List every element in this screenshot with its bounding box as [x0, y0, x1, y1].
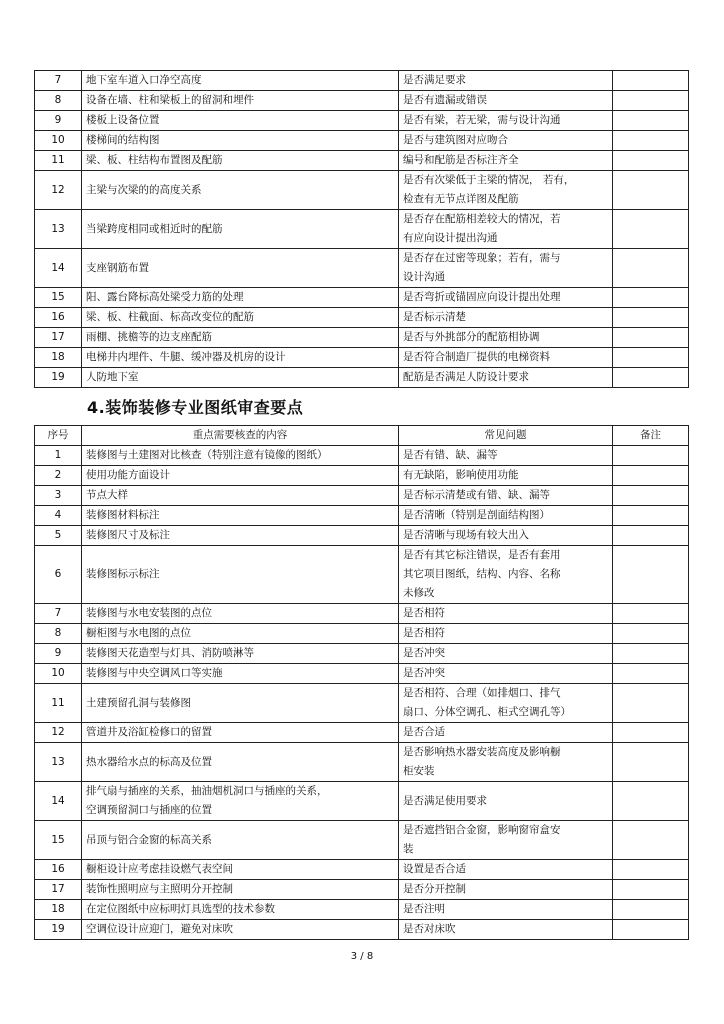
row-issue: 是否影响热水器安装高度及影响橱 柜安装 [399, 743, 613, 782]
table-row [35, 624, 689, 644]
row-issue: 是否满足使用要求 [399, 782, 613, 821]
row-issue: 是否相符、合理（如排烟口、排气 扇口、分体空调孔、柜式空调孔等） [399, 684, 613, 723]
table-row [35, 486, 689, 506]
row-note [613, 604, 689, 624]
row-note [613, 526, 689, 546]
row-note [613, 171, 689, 210]
row-number: 15 [35, 288, 82, 308]
row-number: 19 [35, 368, 82, 388]
row-issue: 是否遮挡铝合金窗，影响窗帘盒安 装 [399, 821, 613, 860]
row-note [613, 249, 689, 288]
row-issue: 是否清晰（特别是剖面结构图） [399, 506, 613, 526]
row-content: 人防地下室 [82, 368, 399, 388]
row-note [613, 348, 689, 368]
row-content: 装修图与水电安装图的点位 [82, 604, 399, 624]
structure-review-table [34, 70, 689, 388]
row-content: 装饰性照明应与主照明分开控制 [82, 880, 399, 900]
table-row [35, 171, 689, 210]
row-number: 19 [35, 920, 82, 940]
row-note [613, 821, 689, 860]
table-row [35, 466, 689, 486]
row-number: 16 [35, 860, 82, 880]
row-number: 7 [35, 604, 82, 624]
row-note [613, 328, 689, 348]
table-row [35, 91, 689, 111]
row-number: 12 [35, 171, 82, 210]
header-content: 重点需要核查的内容 [82, 426, 399, 446]
table-row [35, 860, 689, 880]
row-content: 吊顶与铝合金窗的标高关系 [82, 821, 399, 860]
row-note [613, 131, 689, 151]
row-content: 楼板上设备位置 [82, 111, 399, 131]
row-content: 在定位图纸中应标明灯具选型的技术参数 [82, 900, 399, 920]
row-note [613, 210, 689, 249]
row-number: 9 [35, 644, 82, 664]
page-number: 3 / 8 [350, 951, 374, 962]
row-note [613, 546, 689, 604]
row-number: 5 [35, 526, 82, 546]
row-note [613, 288, 689, 308]
table-row [35, 723, 689, 743]
table-row [35, 288, 689, 308]
row-issue: 编号和配筋是否标注齐全 [399, 151, 613, 171]
row-content: 装修图与土建图对比核查（特别注意有镜像的图纸） [82, 446, 399, 466]
row-content: 排气扇与插座的关系，抽油烟机洞口与插座的关系， 空调预留洞口与插座的位置 [82, 782, 399, 821]
row-content: 支座钢筋布置 [82, 249, 399, 288]
row-content: 装修图标示标注 [82, 546, 399, 604]
row-note [613, 743, 689, 782]
row-number: 7 [35, 71, 82, 91]
row-note [613, 664, 689, 684]
row-content: 装修图材料标注 [82, 506, 399, 526]
table-row [35, 328, 689, 348]
row-issue: 是否冲突 [399, 664, 613, 684]
row-content: 装修图尺寸及标注 [82, 526, 399, 546]
row-issue: 是否冲突 [399, 644, 613, 664]
row-issue: 设置是否合适 [399, 860, 613, 880]
row-content: 管道井及浴缸检修口的留置 [82, 723, 399, 743]
row-issue: 是否有遗漏或错误 [399, 91, 613, 111]
row-content: 电梯井内埋件、牛腿、缓冲器及机房的设计 [82, 348, 399, 368]
row-issue: 是否标示清楚 [399, 308, 613, 328]
row-note [613, 880, 689, 900]
row-note [613, 151, 689, 171]
row-issue: 是否有次梁低于主梁的情况， 若有， 检查有无节点详图及配筋 [399, 171, 613, 210]
table-row [35, 249, 689, 288]
row-note [613, 466, 689, 486]
row-number: 8 [35, 91, 82, 111]
row-note [613, 486, 689, 506]
row-number: 12 [35, 723, 82, 743]
table-row [35, 348, 689, 368]
table-row [35, 546, 689, 604]
table-row [35, 131, 689, 151]
row-note [613, 624, 689, 644]
row-issue: 是否与建筑图对应吻合 [399, 131, 613, 151]
table-header-row [35, 426, 689, 446]
table-row [35, 111, 689, 131]
row-content: 装修图天花造型与灯具、消防喷淋等 [82, 644, 399, 664]
row-content: 梁、板、柱结构布置图及配筋 [82, 151, 399, 171]
row-number: 15 [35, 821, 82, 860]
row-note [613, 644, 689, 664]
row-issue: 是否对床吹 [399, 920, 613, 940]
row-content: 土建预留孔洞与装修图 [82, 684, 399, 723]
row-number: 9 [35, 111, 82, 131]
header-note: 备注 [613, 426, 689, 446]
row-number: 17 [35, 880, 82, 900]
table-row [35, 446, 689, 466]
row-content: 梁、板、柱截面、标高改变位的配筋 [82, 308, 399, 328]
row-content: 橱柜设计应考虑挂设燃气表空间 [82, 860, 399, 880]
row-issue: 是否存在过密等现象；若有，需与 设计沟通 [399, 249, 613, 288]
row-content: 楼梯间的结构图 [82, 131, 399, 151]
row-number: 10 [35, 131, 82, 151]
decoration-review-table [34, 425, 689, 940]
row-issue: 是否相符 [399, 624, 613, 644]
row-note [613, 723, 689, 743]
row-issue: 是否符合制造厂提供的电梯资料 [399, 348, 613, 368]
row-content: 地下室车道入口净空高度 [82, 71, 399, 91]
row-content: 橱柜图与水电图的点位 [82, 624, 399, 644]
row-content: 设备在墙、柱和梁板上的留洞和埋件 [82, 91, 399, 111]
table-row [35, 308, 689, 328]
row-content: 节点大样 [82, 486, 399, 506]
row-note [613, 900, 689, 920]
row-number: 3 [35, 486, 82, 506]
row-note [613, 920, 689, 940]
row-number: 14 [35, 782, 82, 821]
table-row [35, 880, 689, 900]
row-issue: 有无缺陷，影响使用功能 [399, 466, 613, 486]
row-issue: 是否满足要求 [399, 71, 613, 91]
table-row [35, 684, 689, 723]
row-note [613, 308, 689, 328]
row-issue: 配筋是否满足人防设计要求 [399, 368, 613, 388]
row-issue: 是否清晰与现场有较大出入 [399, 526, 613, 546]
table-row [35, 664, 689, 684]
table-row [35, 920, 689, 940]
row-note [613, 368, 689, 388]
row-issue: 是否与外挑部分的配筋相协调 [399, 328, 613, 348]
table-row [35, 526, 689, 546]
row-number: 4 [35, 506, 82, 526]
row-note [613, 782, 689, 821]
row-issue: 是否弯折或锚固应向设计提出处理 [399, 288, 613, 308]
row-note [613, 111, 689, 131]
row-issue: 是否相符 [399, 604, 613, 624]
row-issue: 是否有其它标注错误，是否有套用 其它项目图纸，结构、内容、名称 未修改 [399, 546, 613, 604]
row-issue: 是否标示清楚或有错、缺、漏等 [399, 486, 613, 506]
row-note [613, 71, 689, 91]
header-no: 序号 [35, 426, 82, 446]
section-title: 4.装饰装修专业图纸审查要点 [87, 398, 304, 417]
row-content: 主梁与次梁的的高度关系 [82, 171, 399, 210]
row-number: 6 [35, 546, 82, 604]
row-number: 13 [35, 210, 82, 249]
row-issue: 是否注明 [399, 900, 613, 920]
table-row [35, 604, 689, 624]
row-note [613, 91, 689, 111]
table-row [35, 900, 689, 920]
table-row [35, 368, 689, 388]
table-row [35, 782, 689, 821]
row-number: 11 [35, 151, 82, 171]
table-row [35, 506, 689, 526]
row-number: 1 [35, 446, 82, 466]
row-issue: 是否有梁，若无梁，需与设计沟通 [399, 111, 613, 131]
table-row [35, 151, 689, 171]
row-note [613, 446, 689, 466]
row-note [613, 506, 689, 526]
row-issue: 是否分开控制 [399, 880, 613, 900]
row-number: 18 [35, 348, 82, 368]
row-note [613, 684, 689, 723]
table-row [35, 821, 689, 860]
row-number: 10 [35, 664, 82, 684]
table-row [35, 210, 689, 249]
row-issue: 是否存在配筋相差较大的情况，若 有应向设计提出沟通 [399, 210, 613, 249]
row-content: 当梁跨度相同或相近时的配筋 [82, 210, 399, 249]
row-content: 雨棚、挑檐等的边支座配筋 [82, 328, 399, 348]
row-number: 11 [35, 684, 82, 723]
row-number: 16 [35, 308, 82, 328]
row-number: 14 [35, 249, 82, 288]
row-content: 使用功能方面设计 [82, 466, 399, 486]
row-note [613, 860, 689, 880]
header-issue: 常见问题 [399, 426, 613, 446]
table-row [35, 743, 689, 782]
row-content: 装修图与中央空调风口等实施 [82, 664, 399, 684]
row-number: 2 [35, 466, 82, 486]
row-number: 13 [35, 743, 82, 782]
row-content: 空调位设计应迎门，避免对床吹 [82, 920, 399, 940]
row-number: 17 [35, 328, 82, 348]
row-number: 8 [35, 624, 82, 644]
row-issue: 是否有错、缺、漏等 [399, 446, 613, 466]
table-row [35, 644, 689, 664]
row-number: 18 [35, 900, 82, 920]
row-content: 阳、露台降标高处梁受力筋的处理 [82, 288, 399, 308]
row-issue: 是否合适 [399, 723, 613, 743]
row-content: 热水器给水点的标高及位置 [82, 743, 399, 782]
table-row [35, 71, 689, 91]
